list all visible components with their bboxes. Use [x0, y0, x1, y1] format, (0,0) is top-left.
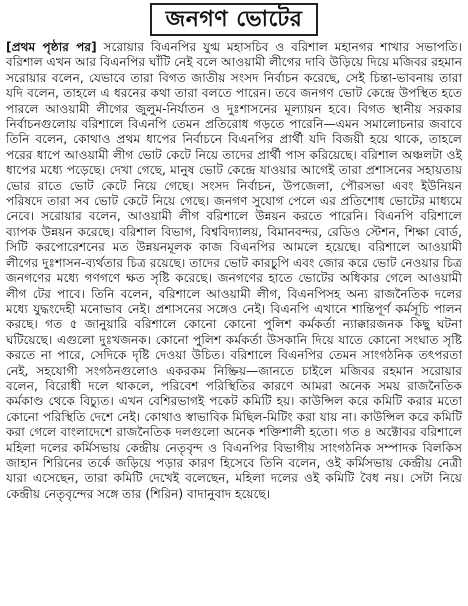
- headline-frame: [150, 3, 318, 36]
- headline: জনগণ ভোটের: [165, 6, 303, 32]
- lead-in: [প্রথম পৃষ্ঠার পর]: [6, 40, 97, 54]
- article-text: সরোয়ার বিএনপির যুগ্ম মহাসচিব ও বরিশাল মহানগর শাখার সভাপতি। বরিশাল এখন আর বিএনপির ঘাঁটি নেই বলে আওয়ামী লীগের দাবি উড়িয়ে দিয়ে মজিবর রহমান সরোয়ার বলেন, যেভাবে তারা বিগত জাতীয় সংসদ নির্বাচন করেছে, সেই চিন্তা-ভাবনায় তারা যদি বলেন, তাহলে এ ধরনের কথা তারা বলতে পারেন। তবে জনগণ ভোট কেন্দ্রে উপস্থিত হতে পারলে আওয়ামী লীগের জুলুম-নির্যাতন ও দুঃশাসনের মূল্যায়ন হবে। বিগত স্থানীয় সরকার নির্বাচনগুলোয় বরিশালে বিএনপি তেমন প্রতিরোধ গড়তে পারেনি—এমন সমালোচনার জবাবে তিনি বলেন, কোথাও প্রথম ধাপের নির্বাচনে বিএনপির প্রার্থী যদি বিজয়ী হয়ে থাকে, তাহলে পরের ধাপে আওয়ামী লীগ ভোট কেটে নিয়ে তাদের প্রার্থী পাস করিয়েছে। বরিশাল অঞ্চলটা ওই ধাপের মধ্যে পড়েছে। দেখা গেছে, মানুষ ভোট কেন্দ্রে যাওয়ার আগেই তারা প্রশাসনের সহায়তায় ভোর রাতে ভোট কেটে নিয়ে গেছে। সংসদ নির্বাচন, উপজেলা, পৌরসভা এবং ইউনিয়ন পরিষদে তারা সব ভোট কেটে নিয়ে গেছে। জনগণ সুযোগ পেলে এর প্রতিশোধ ভোটের মাধ্যমে নেবে। সরোয়ার বলেন, আওয়ামী লীগ বরিশালে উন্নয়ন করতে পারেনি। বিএনপি বরিশালে ব্যাপক উন্নয়ন করেছে। বরিশাল বিভাগ, বিশ্ববিদ্যালয়, বিমানবন্দর, রেডিও স্টেশন, শিক্ষা বোর্ড, সিটি করপোরেশনের মত উন্নয়নমূলক কাজ বিএনপির আমলে হয়েছে। বরিশালে আওয়ামী লীগের দুঃশাসন-ব্যর্থতার চিত্র রয়েছে। তাদের ভোট কারচুপি এবং জোর করে ভোট নেওয়ার চিত্র জনগণের মধ্যে গণগণে ক্ষত সৃষ্টি করেছে। জনগণের হাতে ভোটের অধিকার গেলে আওয়ামী লীগ টের পাবে। তিনি বলেন, বরিশালে আওয়ামী লীগ, বিএনপিসহ অন্য রাজনৈতিক দলের মধ্যে যুদ্ধংদেহী মনোভাব নেই। প্রশাসনের সঙ্গেও নেই। বিএনপি এখানে শান্তিপূর্ণ কর্মসূচি পালন করছে। গত ৫ জানুয়ারি বরিশালে কোনো কোনো পুলিশ কর্মকর্তা ন্যাক্কারজনক কিছু ঘটনা ঘটিয়েছে। এগুলো দুঃখজনক। কোনো পুলিশ কর্মকর্তা উসকানি দিয়ে যাতে কোনো সংঘাত সৃষ্টি করতে না পারে, সেদিকে দৃষ্টি দেওয়া উচিত। বরিশালে বিএনপির তেমন সাংগঠনিক তৎপরতা নেই, সহযোগী সংগঠনগুলোও একরকম নিষ্ক্রিয়—জানতে চাইলে মজিবর রহমান সরোয়ার বলেন, বিরোধী দলে থাকলে, পরিবেশ পরিস্থিতির কারণে আমরা অনেক সময় রাজনৈতিক কর্মকাণ্ড থেকে বিচ্যুত। এখন বেশিরভাগই পকেট কমিটি হয়। কাউন্সিল করে কমিটি করার মতো কোনো পরিস্থিতি দেশে নেই। কোথাও স্বাভাবিক মিছিল-মিটিং করা যায় না। কাউন্সিল করে কমিটি করা গেলে বাংলাদেশে রাজনৈতিক দলগুলো অনেক শক্তিশালী হতো। গত ৪ অক্টোবর বরিশালে মহিলা দলের কর্মিসভায় কেন্দ্রীয় নেতৃবৃন্দ ও বিএনপির বিভাগীয় সাংগঠনিক সম্পাদক বিলকিস জাহান শিরিনের তর্কে জড়িয়ে পড়ার কারণ হিসেবে তিনি বলেন, ওই কর্মিসভায় কেন্দ্রীয় নেত্রী যারা এসেছেন, তারা কমিটি দেখেই বলেছেন, মহিলা দলের ওই কমিটি বৈধ নয়। সেটা নিয়ে কেন্দ্রীয় নেতৃবৃন্দের সঙ্গে তার (শিরিন) বাদানুবাদ হয়েছে।: [6, 40, 463, 501]
- article-body: [6, 40, 462, 502]
